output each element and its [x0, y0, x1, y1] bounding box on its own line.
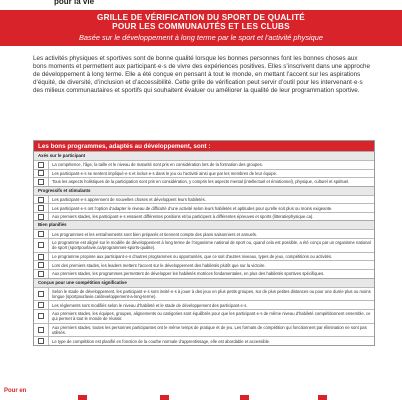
checkbox[interactable]	[38, 327, 44, 333]
section-title: Axés sur le participant	[34, 151, 374, 160]
criterion-text: Les participant·e·s ont l’option d’adapter le niveau de difficulté d’une activité selon leurs habiletés et aptitudes pour qu’elle soit plus ou moins exigeante.	[48, 204, 374, 212]
checklist-row	[34, 177, 374, 186]
brand-text: pour la vie	[54, 0, 95, 6]
checkbox[interactable]	[38, 231, 44, 237]
subtitle: Basée sur le développement à long terme par le sport et l’activité physique	[78, 33, 324, 42]
checkbox-cell	[34, 196, 48, 204]
checklist-row	[34, 336, 374, 345]
checkbox-cell	[34, 310, 48, 323]
checklist-row	[34, 300, 374, 309]
criterion-text: Les participant·e·s apprennent de nouvelles choses et développent leurs habiletés.	[48, 196, 374, 204]
checkbox[interactable]	[38, 302, 44, 308]
checkbox[interactable]	[38, 197, 44, 203]
checklist-row	[34, 238, 374, 252]
checkbox-cell	[34, 324, 48, 337]
criterion-text: Les programmes et les entraînements sont bien préparés et tiennent compte des plans saisonniers et annuels.	[48, 230, 374, 238]
criterion-text: Aux premiers stades, les équipes, groupes, alignements ou catégories sont équilibrés pour que les participant·e·s de même niveau d’habileté compétitionnent ensemble, ce qui permet à tout le monde de réussir.	[48, 310, 374, 323]
checkbox-cell	[34, 161, 48, 169]
title-banner	[0, 10, 402, 46]
checkbox[interactable]	[38, 262, 44, 268]
title-line-2: POUR LES COMMUNAUTÉS ET LES CLUBS	[112, 22, 290, 31]
checkbox[interactable]	[38, 179, 44, 185]
checkbox[interactable]	[38, 242, 44, 248]
checklist-row	[34, 195, 374, 204]
footer-label: Pour en	[4, 388, 27, 394]
checkbox-cell	[34, 204, 48, 212]
footer-marker	[318, 395, 327, 400]
checkbox-cell	[34, 288, 48, 301]
checkbox[interactable]	[38, 254, 44, 260]
footer-marker	[78, 395, 87, 400]
checkbox[interactable]	[38, 313, 44, 319]
checkbox[interactable]	[38, 271, 44, 277]
checklist-row	[34, 252, 374, 261]
section-title: Progressifs et stimulants	[34, 186, 374, 195]
footer	[0, 388, 402, 400]
checklist-row	[34, 229, 374, 238]
top-bar	[0, 0, 402, 8]
checklist-row	[34, 169, 374, 178]
checkbox[interactable]	[38, 205, 44, 211]
criterion-text: Aux premiers stades, les programmes permettent de développer les habiletés motrices fondamentales, en plus des habiletés sportives spécifiques.	[48, 270, 374, 278]
section-title: Bien planifiés	[34, 220, 374, 229]
checkbox-cell	[34, 230, 48, 238]
checkbox-cell	[34, 170, 48, 178]
checkbox[interactable]	[38, 214, 44, 220]
checkbox[interactable]	[38, 291, 44, 297]
checklist-row	[34, 309, 374, 323]
checklist-row	[34, 212, 374, 221]
criterion-text: Selon le stade de développement, les participant·e·s sont invité·e·s à jouer à des jeux en plus petits groupes, sur de plus petites distances ou pour une durée plus ou moins longue (sportpourlavie.ca/developpement-a-long-terme).	[48, 288, 374, 301]
footer-marker	[240, 395, 249, 400]
section-title: Conçus pour une compétition significative	[34, 278, 374, 287]
criterion-text: Tous les aspects holistiques de la participation sont pris en considération, y compris les aspects mental (intellectuel et émotionnel), physique, culturel et spirituel.	[48, 178, 374, 186]
checkbox-cell	[34, 261, 48, 269]
table-heading: Les bons programmes, adaptés au développement, sont :	[34, 141, 374, 151]
checkbox-cell	[34, 213, 48, 221]
checkbox-cell	[34, 253, 48, 261]
checkbox-cell	[34, 270, 48, 278]
criterion-text: Lors des premiers stades, les leaders mettent l’accent sur le développement des habiletés plutôt que sur la victoire.	[48, 261, 374, 269]
footer-marker	[160, 395, 169, 400]
checkbox[interactable]	[38, 338, 44, 344]
checklist-row	[34, 287, 374, 301]
checklist-row	[34, 269, 374, 278]
checkbox-cell	[34, 178, 48, 186]
checklist-row	[34, 203, 374, 212]
intro-paragraph: Les activités physiques et sportives sont de bonne qualité lorsque les bonnes personnes font les bonnes choses aux bons moments et permettent aux participant·e·s de vivre des expériences positives. Elles s’inscrivent dans une approche de développement à long terme. Elle a été conçue en pensant à tout le monde, en mettant l’accent sur les aspirations d’équité, de diversité, d’inclusion et d’accessibilité. Cette grille de vérification peut servir d’outil pour les intervenant·e·s des milieux communautaires et sportifs qui souhaitent évaluer ou améliorer la qualité de leur programmation sportive.	[33, 55, 371, 95]
criterion-text: Le programme est aligné sur le modèle de développement à long terme de l’organisme national de sport ou, quand cela est possible, a été conçu par un organisme national de sport (sportpourlavie.ca/programmes-sports-qualite).	[48, 239, 374, 252]
criterion-text: Le programme propose aux participant·e·s d’autres programmes ou opportunités, que ce soit d’autres niveaux, types de jeux, compétitions ou activités.	[48, 253, 374, 261]
table-body	[34, 151, 374, 345]
checkbox[interactable]	[38, 170, 44, 176]
criterion-text: Aux premiers stades, les participant·e·s essaient différentes positions et/ou participent à différentes épreuves et sports (litteratiephysique.ca).	[48, 213, 374, 221]
checkbox-cell	[34, 239, 48, 252]
criterion-text: Le type de compétition est planifié en fonction de la courbe normale d’apprentissage, elle est abordable et accessible.	[48, 337, 374, 345]
checklist-row	[34, 160, 374, 169]
checkbox-cell	[34, 337, 48, 345]
title-line-1: GRILLE DE VÉRIFICATION DU SPORT DE QUALITÉ	[97, 13, 305, 22]
criterion-text: Aux premiers stades, toutes les personnes participantes ont le même temps de pratique et de jeu. Les formats de compétition qui fonctionnent par élimination ne sont pas utilisés.	[48, 324, 374, 337]
checkbox[interactable]	[38, 162, 44, 168]
criterion-text: La compétence, l’âge, la taille et le niveau de maturité sont pris en considération lors de la formation des groupes.	[48, 161, 374, 169]
checklist-row	[34, 260, 374, 269]
checklist-table	[33, 140, 375, 346]
criterion-text: Les règlements sont modifiés selon le niveau d’habileté et le stade de développement des participant·e·s.	[48, 301, 374, 309]
checklist-row	[34, 323, 374, 337]
criterion-text: Les participant·e·s se sentent impliqué·e·s et inclus·e·s dans le jeu ou l’activité ainsi que par les membres de leur équipe.	[48, 170, 374, 178]
checkbox-cell	[34, 301, 48, 309]
